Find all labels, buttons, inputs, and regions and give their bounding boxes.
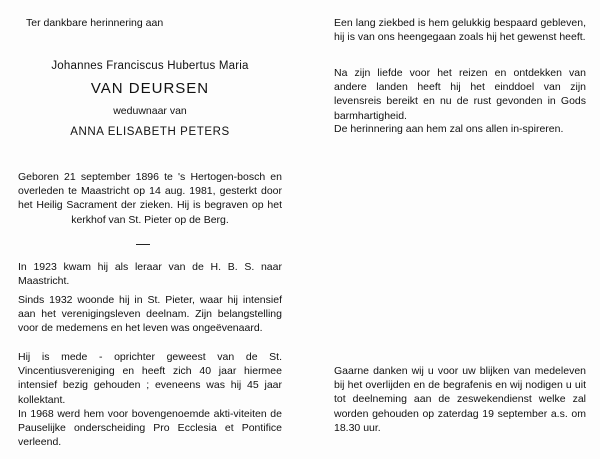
paragraph-cofounder: Hij is mede - oprichter geweest van de St. Vincentiusvereniging en heeft zich 40 jaar hiermee intensief bezig gehouden ; eveneens was hij 45 jaar kollektant. — [18, 351, 282, 406]
paragraph-illness: Een lang ziekbed is hem gelukkig bespaard gebleven, hij is van ons heengegaan zoals hij het gewenst heeft. — [334, 17, 586, 44]
given-names: Johannes Franciscus Hubertus Maria — [51, 60, 249, 72]
paragraph-1932: Sinds 1932 woonde hij in St. Pieter, waar hij intensief aan het verenigingsleven deelnam. Zijn belangstelling voor de medemens en het leven was ongeëvenaard. — [18, 294, 282, 335]
relation-line: weduwnaar van — [113, 105, 187, 117]
intro-line: Ter dankbare herinnering aan — [26, 17, 164, 29]
paragraph-travel: Na zijn liefde voor het reizen en ontdekken van andere landen heeft hij het einddoel van zijn levensreis bereikt en nu de rust gevonden in Gods barmhartigheid. — [334, 67, 586, 122]
separator-dash — [136, 244, 150, 245]
paragraph-birth: Geboren 21 september 1896 te 's Hertogen-bosch en overleden te Maastricht op 14 aug. 1981, gesterkt door het Heilig Sacrament der zieken. Hij is begraven op het kerkhof van St. Pieter op de Berg. — [18, 171, 282, 226]
surname: VAN DEURSEN — [90, 80, 210, 97]
paragraph-thanks: Gaarne danken wij u voor uw blijken van medeleven bij het overlijden en de begrafenis en wij nodigen u uit tot deelneming aan de zeswekendienst welke zal worden gehouden op zaterdag 19 september a.s. om 18.30 uur. — [334, 365, 586, 434]
paragraph-1968: In 1968 werd hem voor bovengenoemde akti-viteiten de Pauselijke onderscheiding Pro Ecclesia et Pontifice verleend. — [18, 408, 282, 449]
spouse-name: ANNA ELISABETH PETERS — [70, 126, 230, 138]
paragraph-1923: In 1923 kwam hij als leraar van de H. B. S. naar Maastricht. — [18, 261, 282, 288]
paragraph-memory: De herinnering aan hem zal ons allen in-spireren. — [334, 123, 564, 135]
